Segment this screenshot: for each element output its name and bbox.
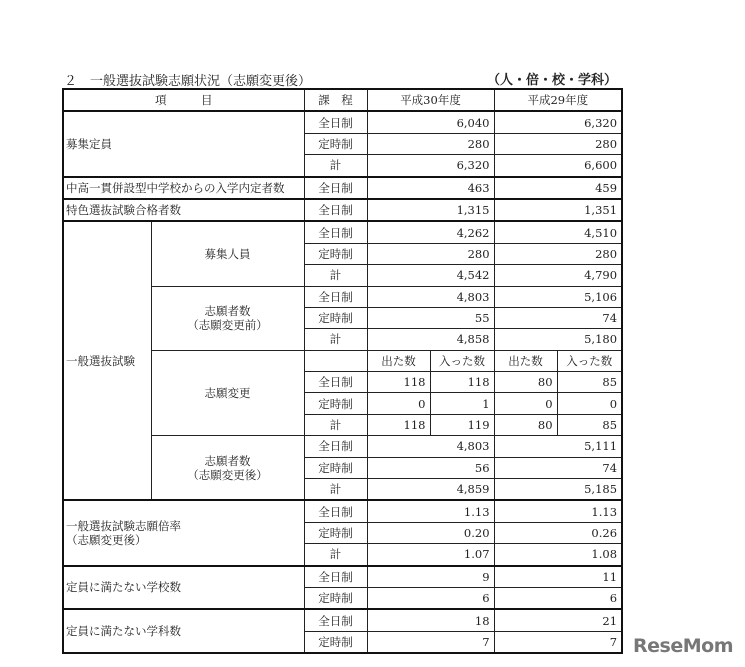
table-row <box>63 199 622 221</box>
value-cell: 0 <box>367 393 430 414</box>
course-cell: 計 <box>304 265 367 286</box>
value-cell: 74 <box>494 457 622 478</box>
table-row <box>63 566 622 588</box>
course-cell: 定時制 <box>304 307 367 328</box>
value-cell: 7 <box>367 631 494 653</box>
value-cell: 5,106 <box>494 286 622 307</box>
course-cell: 全日制 <box>304 372 367 393</box>
value-cell: 4,803 <box>367 436 494 457</box>
value-cell: 7 <box>494 631 622 653</box>
course-cell: 計 <box>304 544 367 566</box>
table-row <box>63 609 622 631</box>
section-label: 中高一貫併設型中学校からの入学内定者数 <box>63 177 304 199</box>
value-cell: 4,790 <box>494 265 622 286</box>
course-cell: 全日制 <box>304 111 367 133</box>
value-cell: 6,040 <box>367 111 494 133</box>
course-cell: 全日制 <box>304 286 367 307</box>
value-cell: 5,180 <box>494 329 622 350</box>
course-cell: 全日制 <box>304 436 367 457</box>
value-cell: 6,320 <box>494 111 622 133</box>
course-cell: 定時制 <box>304 587 367 609</box>
section-label: 募集定員 <box>63 111 304 176</box>
subheader-cell: 出た数 <box>367 350 430 371</box>
value-cell: 4,542 <box>367 265 494 286</box>
course-cell: 定時制 <box>304 457 367 478</box>
value-cell: 119 <box>430 414 494 435</box>
value-cell: 0.26 <box>494 522 622 543</box>
value-cell: 80 <box>494 414 557 435</box>
value-cell: 56 <box>367 457 494 478</box>
header-h29: 平成29年度 <box>494 89 622 111</box>
course-cell <box>304 350 367 371</box>
value-cell: 1.08 <box>494 544 622 566</box>
header-h30: 平成30年度 <box>367 89 494 111</box>
course-cell: 計 <box>304 414 367 435</box>
subsection-label: 志願変更 <box>151 350 304 436</box>
course-cell: 全日制 <box>304 566 367 588</box>
value-cell: 1.13 <box>494 500 622 522</box>
subheader-cell: 入った数 <box>557 350 622 371</box>
subheader-cell: 入った数 <box>430 350 494 371</box>
table-row <box>63 111 622 133</box>
section-label: 一般選抜試験 <box>63 221 151 500</box>
value-cell: 1.07 <box>367 544 494 566</box>
value-cell: 55 <box>367 307 494 328</box>
subheader-cell: 出た数 <box>494 350 557 371</box>
resemom-logo: ReseMom <box>633 635 733 657</box>
header-item: 項 目 <box>63 89 304 111</box>
value-cell: 74 <box>494 307 622 328</box>
value-cell: 85 <box>557 372 622 393</box>
value-cell: 6,320 <box>367 155 494 177</box>
subsection-label: 志願者数 （志願変更前） <box>151 286 304 350</box>
value-cell: 9 <box>367 566 494 588</box>
value-cell: 118 <box>367 372 430 393</box>
section-label: 特色選抜試験合格者数 <box>63 199 304 221</box>
unit-label: （人・倍・校・学科） <box>486 73 617 88</box>
value-cell: 0 <box>557 393 622 414</box>
value-cell: 11 <box>494 566 622 588</box>
header-row <box>63 89 622 111</box>
course-cell: 全日制 <box>304 221 367 243</box>
subsection-label: 志願者数 （志願変更後） <box>151 436 304 501</box>
section-label: 定員に満たない学科数 <box>63 609 304 653</box>
table-row <box>63 177 622 199</box>
value-cell: 5,185 <box>494 479 622 501</box>
course-cell: 定時制 <box>304 631 367 653</box>
course-cell: 計 <box>304 155 367 177</box>
value-cell: 118 <box>367 414 430 435</box>
value-cell: 5,111 <box>494 436 622 457</box>
value-cell: 280 <box>367 133 494 154</box>
header-course: 課 程 <box>304 89 367 111</box>
table-row <box>63 221 622 243</box>
course-cell: 計 <box>304 329 367 350</box>
value-cell: 280 <box>367 243 494 264</box>
table-title: ２ 一般選抜試験志願状況（志願変更後） <box>64 74 312 89</box>
value-cell: 0 <box>494 393 557 414</box>
table-body <box>63 111 622 653</box>
course-cell: 全日制 <box>304 199 367 221</box>
value-cell: 6 <box>494 587 622 609</box>
value-cell: 0.20 <box>367 522 494 543</box>
value-cell: 18 <box>367 609 494 631</box>
course-cell: 定時制 <box>304 393 367 414</box>
value-cell: 80 <box>494 372 557 393</box>
value-cell: 6 <box>367 587 494 609</box>
application-status-table <box>62 88 623 654</box>
value-cell: 459 <box>494 177 622 199</box>
value-cell: 1 <box>430 393 494 414</box>
value-cell: 4,262 <box>367 221 494 243</box>
course-cell: 計 <box>304 479 367 501</box>
course-cell: 定時制 <box>304 522 367 543</box>
course-cell: 定時制 <box>304 133 367 154</box>
value-cell: 1.13 <box>367 500 494 522</box>
value-cell: 4,803 <box>367 286 494 307</box>
course-cell: 全日制 <box>304 609 367 631</box>
table-row <box>63 500 622 522</box>
value-cell: 1,351 <box>494 199 622 221</box>
value-cell: 118 <box>430 372 494 393</box>
course-cell: 全日制 <box>304 177 367 199</box>
course-cell: 定時制 <box>304 243 367 264</box>
section-label: 定員に満たない学校数 <box>63 566 304 610</box>
value-cell: 1,315 <box>367 199 494 221</box>
course-cell: 全日制 <box>304 500 367 522</box>
value-cell: 280 <box>494 243 622 264</box>
value-cell: 4,859 <box>367 479 494 501</box>
value-cell: 85 <box>557 414 622 435</box>
value-cell: 4,858 <box>367 329 494 350</box>
value-cell: 6,600 <box>494 155 622 177</box>
value-cell: 4,510 <box>494 221 622 243</box>
value-cell: 463 <box>367 177 494 199</box>
value-cell: 21 <box>494 609 622 631</box>
subsection-label: 募集人員 <box>151 221 304 286</box>
value-cell: 280 <box>494 133 622 154</box>
section-label: 一般選抜試験志願倍率 （志願変更後） <box>63 500 304 565</box>
